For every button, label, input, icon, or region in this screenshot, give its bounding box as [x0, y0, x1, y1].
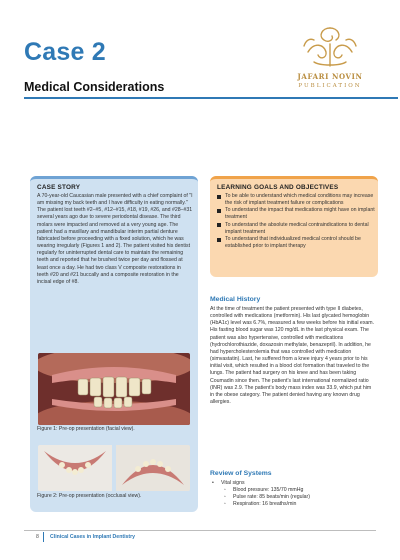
- list-item-label: Pulse rate: 85 beats/min (regular): [233, 494, 310, 501]
- footer-separator: [43, 532, 44, 542]
- section-title: Medical Considerations: [24, 80, 165, 94]
- list-item: To understand the absolute medical contraindications to dental implant treatment: [217, 222, 375, 236]
- ornamental-crest-icon: [300, 22, 360, 72]
- case-title: Case 2: [24, 38, 106, 66]
- medical-history-heading: Medical History: [210, 296, 261, 303]
- list-item: To be able to understand which medical conditions may increase the risk of implant treatment failure or complications: [217, 193, 375, 207]
- figure-1-caption: Figure 1: Pre-op presentation (facial view).: [37, 426, 135, 432]
- page-number: 8: [36, 534, 39, 540]
- publisher-logo: [280, 22, 380, 100]
- bullet-icon: •: [212, 480, 214, 486]
- medical-history-text: At the time of treatment the patient presented with type II diabetes, controlled with medications (metformin). His last glycated hemoglobin (HbA1c) level was 6.7%, measured a few weeks before his initial exam. His fasting blood sugar was 120 mg/dL in the last physical exam. The patient was also hypertensive, controlled with medications (hydrochlorothiazide, doxazosin methylate, benazepril). In addition, he had hypercholesterolemia that was controlled with medication (simvastatin). Last, he suffered from a knee injury 4 years prior to his initial visit, which resulted in a blood clot formation that traveled to the lungs. The patient had surgery on his knee and has been taking Coumadin since then. The patient's last international normalized ratio (INR) was 2.9. The patient's body mass index was 33.9, which put him in the obese category. The patient denied having any known drug allergies.: [210, 306, 375, 406]
- list-item: [212, 501, 310, 508]
- list-item: [212, 487, 310, 494]
- case-story-box: [30, 176, 198, 512]
- list-item-label: Blood pressure: 135/70 mmHg: [233, 487, 304, 494]
- circle-bullet-icon: ◦: [224, 494, 226, 501]
- list-item-label: Vital signs: [221, 480, 245, 486]
- figure-2-caption: Figure 2: Pre-op presentation (occlusal view).: [37, 493, 142, 499]
- footer-divider: [24, 530, 376, 531]
- case-story-heading: CASE STORY: [37, 184, 81, 191]
- circle-bullet-icon: ◦: [224, 487, 226, 494]
- case-story-text: A 70-year-old Caucasian male presented with a chief complaint of "I am missing my back teeth and I have difficulty in eating normally." The patient lost teeth #2–#5, #12–#15, #18, #19, #26, and #28–#31 several years ago due to severe periodontal disease. The third molars were impacted and removed at a very young age. The patient had a maxillary and mandibular interim partial denture fabricated before proceeding with a fixed solution, which he was wearing irregularly (Figures 1 and 2). The patient visited his dentist regularly for uninterrupted dental care to maintain the remaining teeth and reported that he brushed twice per day and flossed at least once a day. He had two class V composite restorations in teeth #20 and #21 buccally and a composite restoration in the incisal edge of #8.: [37, 193, 193, 285]
- book-title: Clinical Cases in Implant Dentistry: [50, 534, 136, 540]
- list-item: To understand that individualized medical control should be established prior to implant therapy: [217, 236, 375, 250]
- circle-bullet-icon: ◦: [224, 501, 226, 508]
- review-of-systems-list: [212, 480, 310, 509]
- review-of-systems-heading: Review of Systems: [210, 470, 272, 477]
- figure-1-facial-view-photo: [38, 353, 190, 425]
- list-item-label: Respiration: 16 breaths/min: [233, 501, 297, 508]
- learning-goals-list: [217, 193, 375, 250]
- list-item: [212, 494, 310, 501]
- list-item: To understand the impact that medications might have on implant treatment: [217, 207, 375, 221]
- publisher-name: JAFARI NOVIN: [297, 72, 363, 81]
- learning-goals-heading: LEARNING GOALS AND OBJECTIVES: [217, 184, 339, 191]
- list-item: [212, 480, 310, 487]
- publisher-subtitle: PUBLICATION: [298, 83, 362, 89]
- learning-goals-box: [210, 176, 378, 277]
- figure-2-occlusal-view-photo: [38, 445, 190, 491]
